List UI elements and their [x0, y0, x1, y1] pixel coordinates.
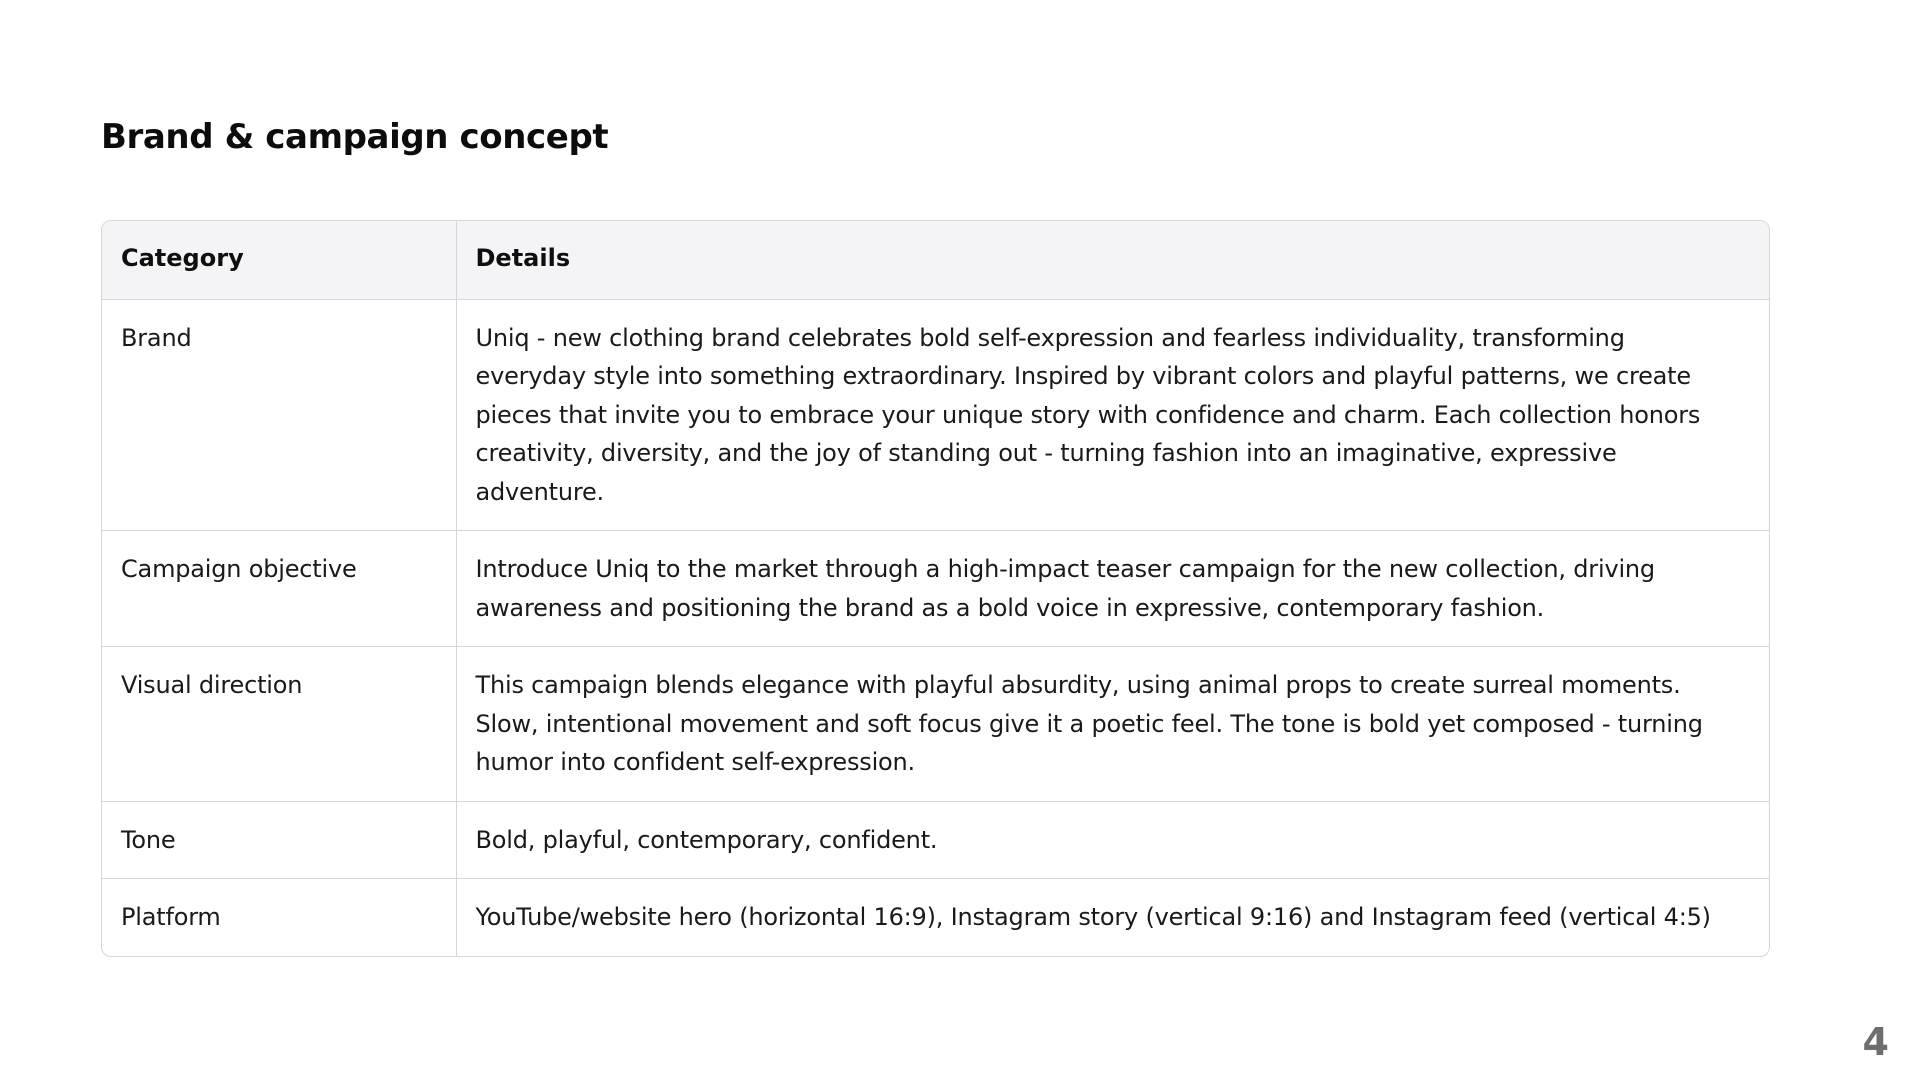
- category-cell: Campaign objective: [121, 555, 357, 583]
- details-cell: Introduce Uniq to the market through a high-impact teaser campaign for the new collection, driving awareness and positioning the brand as a bold voice in expressive, contemporary fashion.: [456, 531, 1769, 647]
- column-header-category: Category: [121, 244, 244, 272]
- details-cell: YouTube/website hero (horizontal 16:9), Instagram story (vertical 9:16) and Instagram feed (vertical 4:5): [456, 879, 1769, 956]
- table-row: [102, 531, 1769, 647]
- concept-table: [101, 220, 1770, 957]
- category-cell: Platform: [121, 903, 221, 931]
- table-row: [102, 299, 1769, 531]
- details-cell: This campaign blends elegance with playful absurdity, using animal props to create surreal moments. Slow, intentional movement and soft focus give it a poetic feel. The tone is bold yet composed - turning humor into confident self-expression.: [456, 647, 1769, 802]
- table-row: [102, 879, 1769, 956]
- table-header-row: [102, 221, 1769, 299]
- concept-table-grid: [102, 221, 1769, 956]
- column-header-details: Details: [456, 221, 1769, 299]
- table-row: [102, 647, 1769, 802]
- table-row: [102, 801, 1769, 879]
- page-number: 4: [1862, 1020, 1889, 1064]
- category-cell: Tone: [121, 825, 176, 854]
- details-cell: Bold, playful, contemporary, confident.: [456, 801, 1769, 879]
- page-title: Brand & campaign concept: [101, 117, 609, 157]
- category-cell: Brand: [121, 323, 192, 352]
- table-body: [102, 299, 1769, 956]
- table-header: [102, 221, 1769, 299]
- category-cell: Visual direction: [121, 671, 303, 699]
- details-cell: Uniq - new clothing brand celebrates bold self-expression and fearless individuality, transforming everyday style into something extraordinary. Inspired by vibrant colors and playful patterns, we create pieces that invite you to embrace your unique story with confidence and charm. Each collection honors creativity, diversity, and the joy of standing out - turning fashion into an imaginative, expressive adventure.: [456, 299, 1769, 531]
